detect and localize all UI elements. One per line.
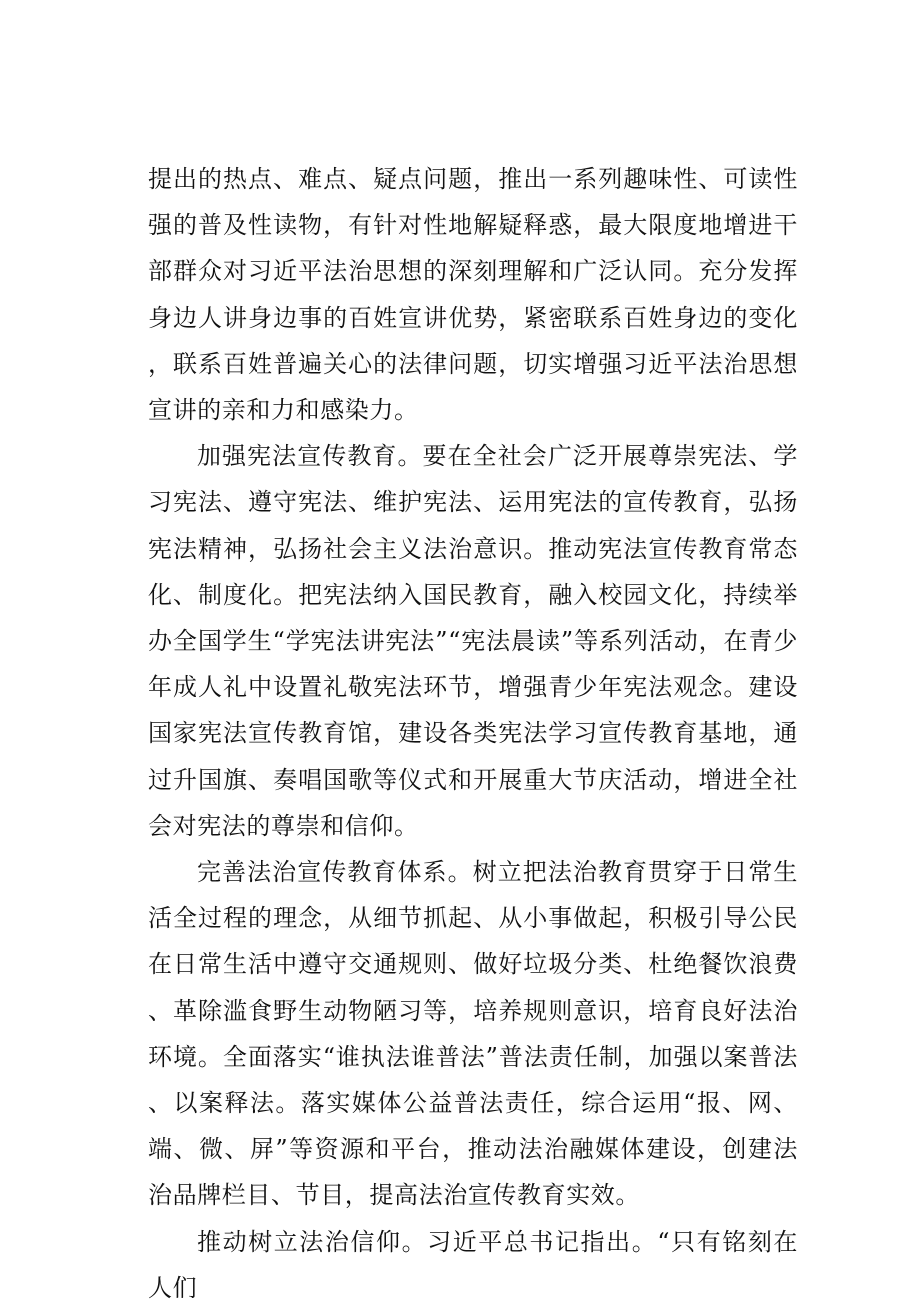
paragraph-2: 加强宪法宣传教育。要在全社会广泛开展尊崇宪法、学习宪法、遵守宪法、维护宪法、运用宪法的宣传教育，弘扬宪法精神，弘扬社会主义法治意识。推动宪法宣传教育常态化、制度化。把宪法纳入国民教育，融入校园文化，持续举办全国学生“学宪法讲宪法”“宪法晨读”等系列活动，在青少年成人礼中设置礼敬宪法环节，增强青少年宪法观念。建设国家宪法宣传教育馆，建设各类宪法学习宣传教育基地，通过升国旗、奏唱国歌等仪式和开展重大节庆活动，增进全社会对宪法的尊崇和信仰。 xyxy=(148,442,798,840)
paragraph-4: 推动树立法治信仰。习近平总书记指出。“只有铭刻在人们 xyxy=(148,1227,798,1302)
paragraph-3: 完善法治宣传教育体系。树立把法治教育贯穿于日常生活全过程的理念，从细节抓起、从小事做起，积极引导公民在日常生活中遵守交通规则、做好垃圾分类、杜绝餐饮浪费、革除滥食野生动物陋习等，培养规则意识，培育良好法治环境。全面落实“谁执法谁普法”普法责任制，加强以案普法、以案释法。落实媒体公益普法责任，综合运用“报、网、端、微、屏”等资源和平台，推动法治融媒体建设，创建法治品牌栏目、节目，提高法治宣传教育实效。 xyxy=(148,858,798,1210)
paragraph-1: 提出的热点、难点、疑点问题，推出一系列趣味性、可读性强的普及性读物，有针对性地解疑释惑，最大限度地增进干部群众对习近平法治思想的深刻理解和广泛认同。充分发挥身边人讲身边事的百姓宣讲优势，紧密联系百姓身边的变化，联系百姓普遍关心的法律问题，切实增强习近平法治思想宣讲的亲和力和感染力。 xyxy=(148,165,798,425)
document-body xyxy=(148,156,798,1311)
